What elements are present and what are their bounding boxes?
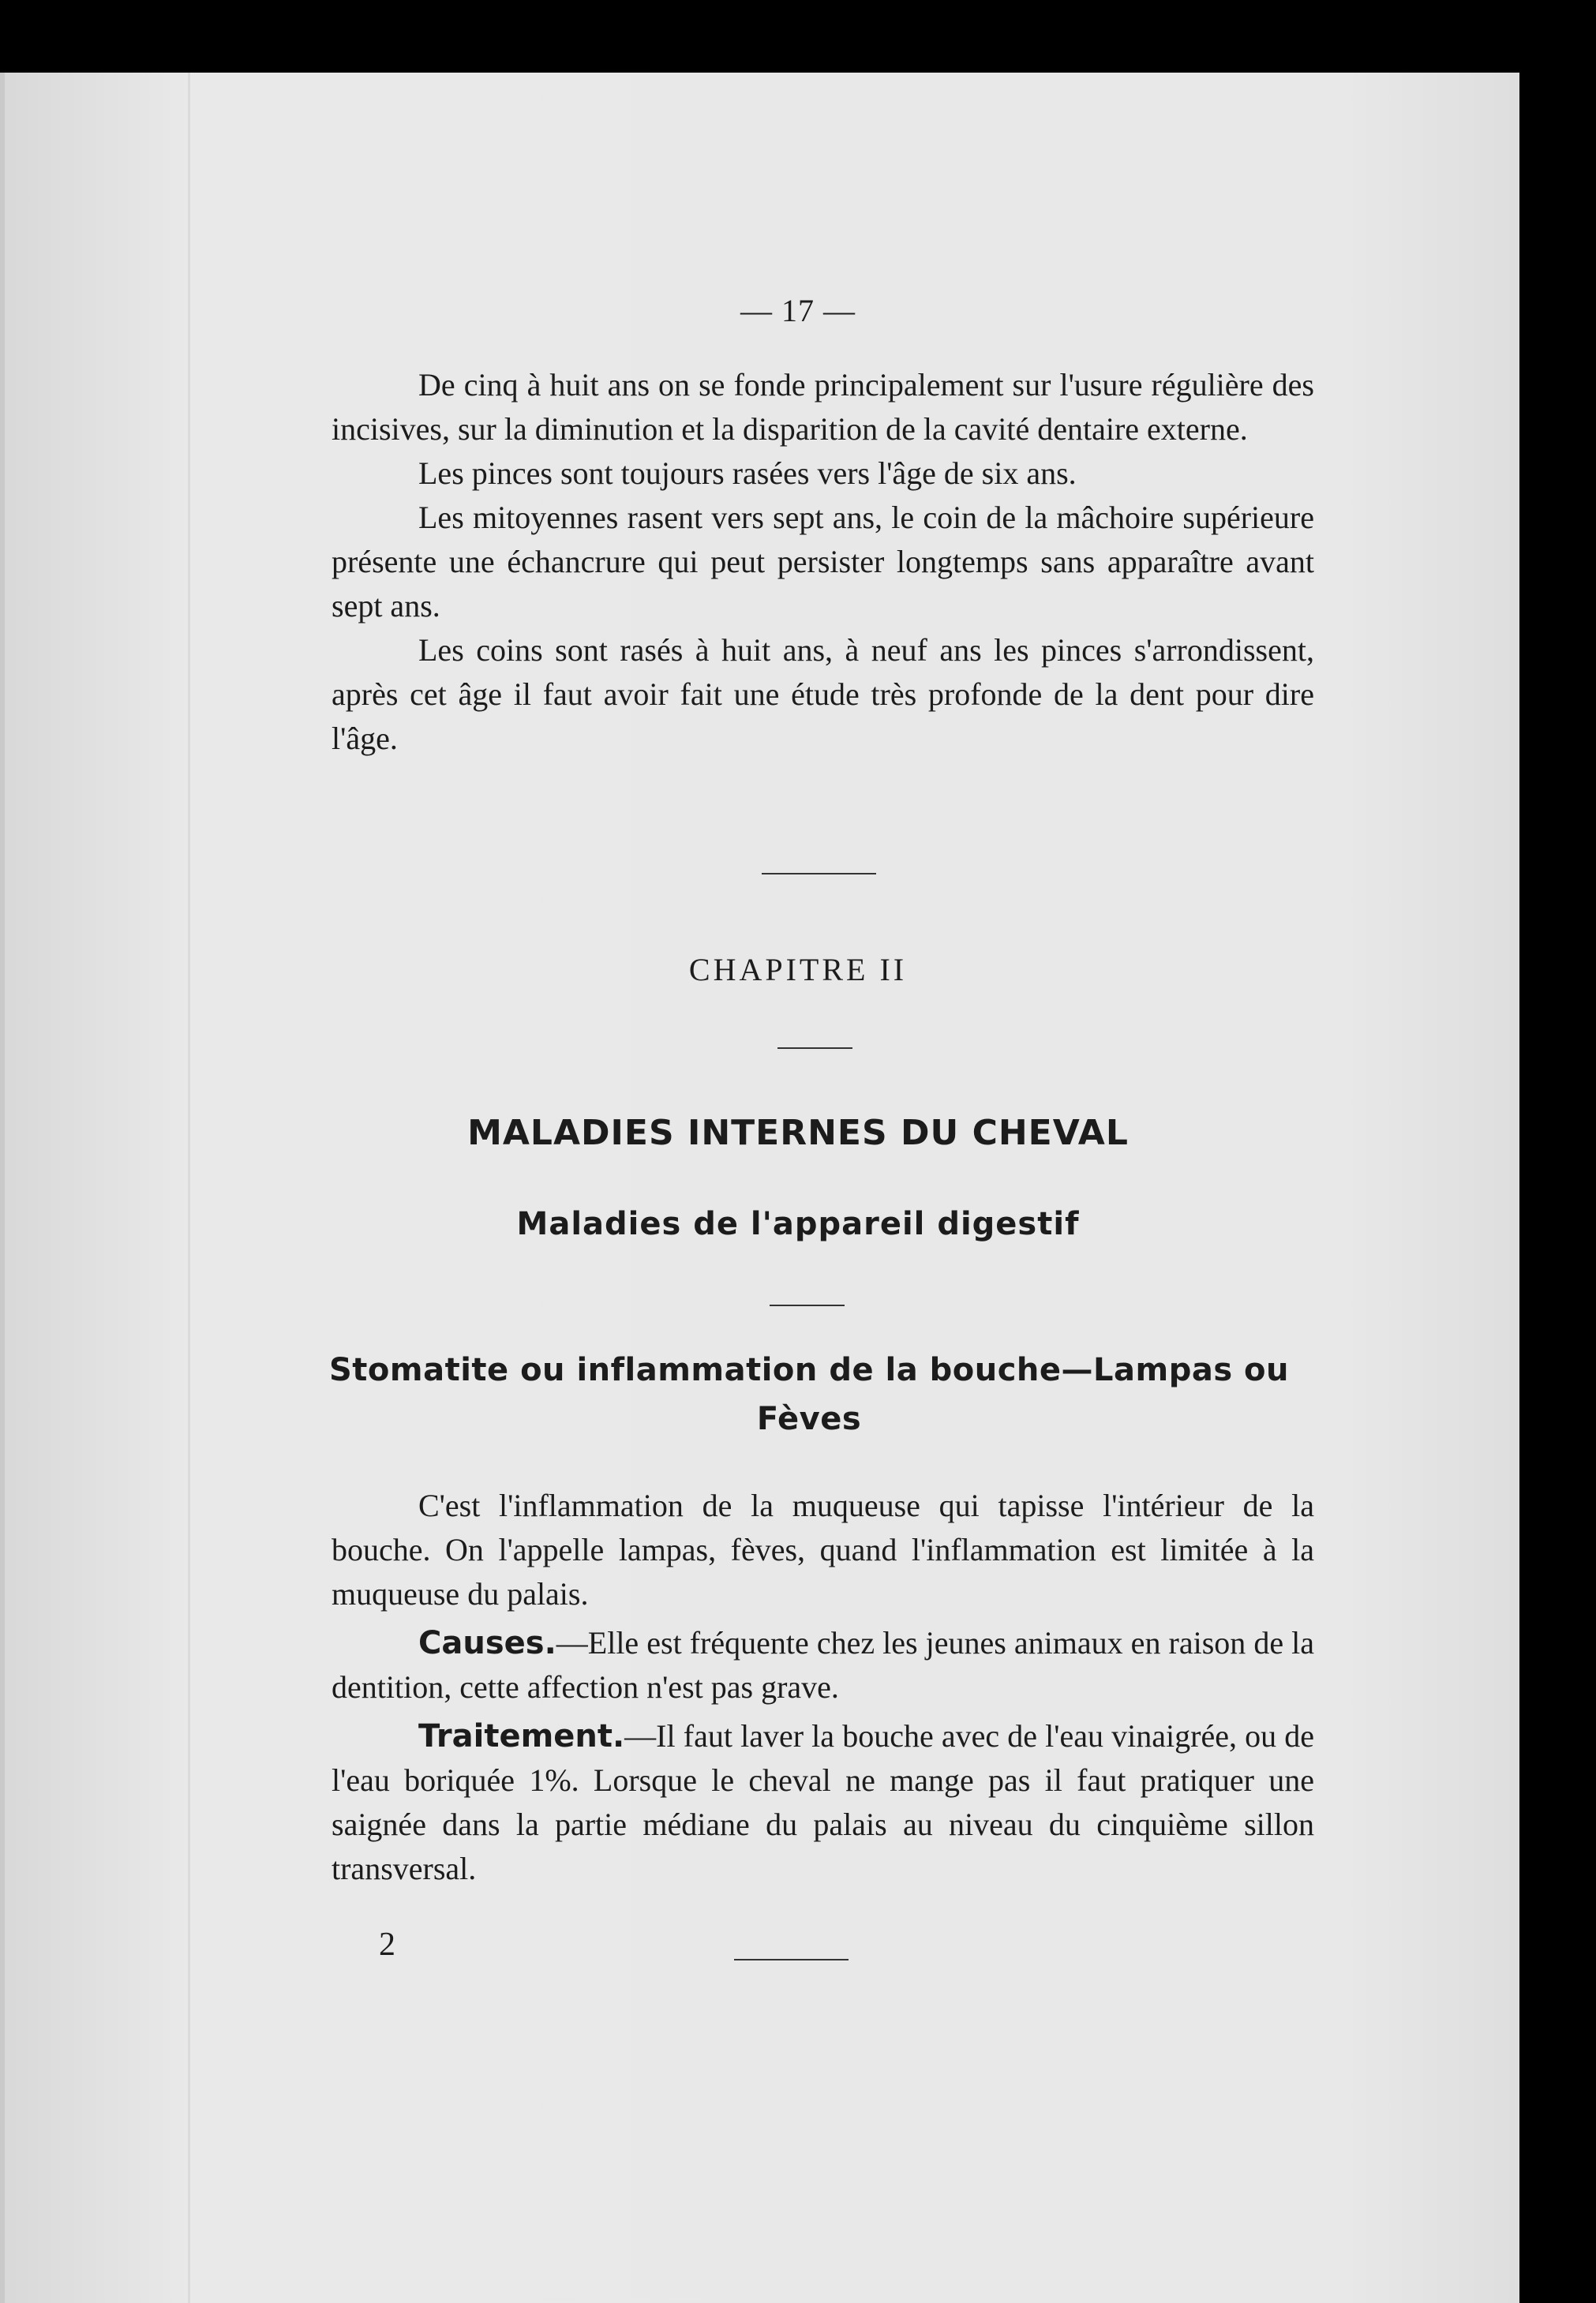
- paragraph-mitoyennes: Les mitoyennes rasent vers sept ans, le coin de la mâchoire supérieure présente une échancrure qui peut persister longtemps sans apparaître avant sept ans.: [332, 500, 1314, 623]
- paragraph-treatment: [332, 1714, 1314, 1891]
- chapter-subtitle: Maladies de l'appareil digestif: [516, 1206, 1080, 1242]
- separator-rule-1: [762, 873, 876, 874]
- separator-rule-3: [770, 1305, 845, 1306]
- treatment-text: —Il faut laver la bouche avec de l'eau vinaigrée, ou de l'eau boriquée 1%. Lorsque le cheval ne mange pas il faut pratiquer une saignée dans la partie médiane du palais au niveau du cinquième sillon transversal.: [332, 1718, 1314, 1886]
- footer-rule: [734, 1959, 849, 1960]
- signature-mark: 2: [379, 1927, 395, 1963]
- intro-text-block: [332, 363, 1314, 761]
- page-gutter-shadow: [188, 73, 190, 2303]
- chapter-label: CHAPITRE II: [688, 952, 908, 987]
- section-title: Stomatite ou inflammation de la bouche—Lampas ou Fèves: [328, 1352, 1290, 1437]
- page-number: — 17 —: [740, 293, 856, 328]
- paragraph-age-five-to-eight: De cinq à huit ans on se fonde principalement sur l'usure régulière des incisives, sur la diminution et la disparition de la cavité dentaire externe.: [332, 367, 1314, 447]
- causes-label: Causes.: [418, 1625, 556, 1661]
- paragraph-definition: C'est l'inflammation de la muqueuse qui tapisse l'intérieur de la bouche. On l'appelle lampas, fèves, quand l'inflammation est limitée à la muqueuse du palais.: [332, 1488, 1314, 1612]
- paragraph-causes: [332, 1621, 1314, 1709]
- paragraph-coins: Les coins sont rasés à huit ans, à neuf ans les pinces s'arrondissent, après cet âge il faut avoir fait une étude très profonde de la dent pour dire l'âge.: [332, 632, 1314, 756]
- separator-rule-2: [777, 1047, 852, 1049]
- treatment-label: Traitement.: [418, 1718, 625, 1754]
- section-text-block: [332, 1484, 1314, 1891]
- causes-text: —Elle est fréquente chez les jeunes animaux en raison de la dentition, cette affection n'est pas grave.: [332, 1625, 1314, 1705]
- chapter-title: MALADIES INTERNES DU CHEVAL: [467, 1113, 1129, 1153]
- paragraph-pinces: Les pinces sont toujours rasées vers l'âge de six ans.: [418, 455, 1077, 491]
